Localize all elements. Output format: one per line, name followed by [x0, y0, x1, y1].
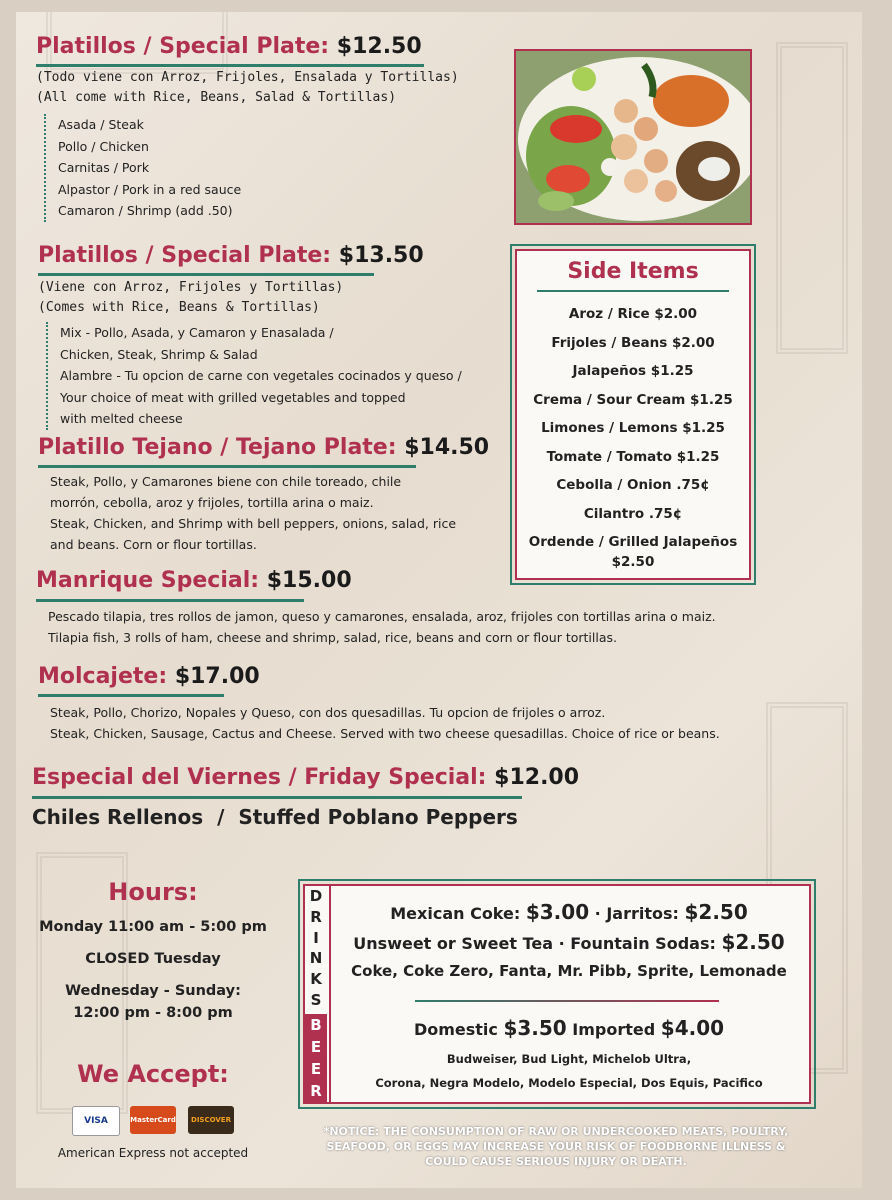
divider — [38, 465, 416, 468]
friday-title: Especial del Viernes / Friday Special: $12.00 — [32, 765, 580, 790]
hours-line: Wednesday - Sunday: — [65, 983, 241, 999]
hours-title: Hours: — [108, 878, 198, 906]
tejano-title: Platillo Tejano / Tejano Plate: $14.50 — [38, 435, 490, 460]
hours-section — [28, 878, 278, 1024]
plate2-title: Platillos / Special Plate: $13.50 — [38, 243, 424, 268]
side-item: Limones / Lemons $1.25 — [541, 420, 725, 436]
food-photo — [514, 49, 752, 225]
plate1-title: Platillos / Special Plate: $12.50 — [36, 34, 422, 59]
plate1-note-es: (Todo viene con Arroz, Frijoles, Ensalada y Tortillas) — [36, 70, 459, 85]
side-items-title: Side Items — [567, 259, 699, 284]
drinks-box — [303, 884, 811, 1104]
divider — [36, 599, 304, 602]
tejano-price: $14.50 — [404, 435, 490, 460]
plate2-note-en: (Comes with Rice, Beans & Tortillas) — [38, 300, 320, 315]
friday-price: $12.00 — [494, 765, 580, 790]
hours-line: CLOSED Tuesday — [85, 951, 221, 967]
list-item: Chicken, Steak, Shrimp & Salad — [60, 346, 258, 362]
list-item: Carnitas / Pork — [58, 160, 150, 175]
plate2-price: $13.50 — [338, 243, 424, 268]
list-item: Your choice of meat with grilled vegetables and topped — [60, 389, 406, 405]
side-item: Cebolla / Onion .75¢ — [556, 477, 710, 493]
side-item: Frijoles / Beans $2.00 — [551, 334, 715, 351]
menu-page — [16, 12, 862, 1188]
drinks-line-3: Coke, Coke Zero, Fanta, Mr. Pibb, Sprite, Lemonade — [351, 962, 787, 980]
divider — [537, 290, 729, 292]
drinks-line-1: Mexican Coke: $3.00 · Jarritos: $2.50 — [390, 900, 748, 924]
side-items-box — [515, 249, 751, 580]
manrique-price: $15.00 — [266, 568, 352, 593]
manrique-description: Pescado tilapia, tres rollos de jamon, queso y camarones, ensalada, aroz, frijoles con tortillas arina o maiz. Tilapia fish, 3 rolls of ham, cheese and shrimp, salad, rice, beans and corn or flour tortillas. — [48, 609, 716, 645]
plate1-list — [44, 114, 241, 222]
side-item: Ordende / Grilled Jalapeños — [528, 534, 738, 550]
molcajete-price: $17.00 — [174, 664, 260, 689]
beer-list-1: Budweiser, Bud Light, Michelob Ultra, — [446, 1052, 692, 1066]
hours-line: Monday 11:00 am - 5:00 pm — [39, 919, 267, 935]
hours-line: 12:00 pm - 8:00 pm — [73, 1005, 233, 1021]
list-item: Alpastor / Pork in a red sauce — [58, 181, 242, 197]
food-plate-image — [516, 51, 750, 223]
plate1-note-en: (All come with Rice, Beans, Salad & Tortillas) — [36, 90, 397, 105]
manrique-title: Manrique Special: $15.00 — [36, 568, 352, 593]
divider — [415, 1000, 719, 1002]
molcajete-title: Molcajete: $17.00 — [38, 664, 260, 689]
side-item: Cilantro .75¢ — [583, 505, 683, 522]
molcajete-description: Steak, Pollo, Chorizo, Nopales y Queso, con dos quesadillas. Tu opcion de frijoles o arroz. Steak, Chicken, Sausage, Cactus and Cheese. Served with two cheese quesadillas. Choice of rice or beans. — [50, 705, 720, 741]
divider — [36, 64, 424, 67]
decor-pattern — [776, 42, 848, 354]
beer-label: B E E R — [305, 1014, 327, 1102]
beer-prices: Domestic $3.50 Imported $4.00 — [413, 1016, 725, 1040]
plate2-list — [46, 322, 462, 430]
side-item-price: $2.50 — [611, 554, 655, 570]
list-item: Camaron / Shrimp (add .50) — [58, 203, 233, 218]
divider — [38, 273, 374, 276]
payment-title: We Accept: — [77, 1060, 229, 1088]
list-item: Asada / Steak — [58, 117, 144, 132]
visa-card-icon: VISA — [72, 1106, 120, 1136]
list-item: Alambre - Tu opcion de carne con vegetales cocinados y queso / — [60, 368, 462, 383]
friday-item: Chiles Rellenos / Stuffed Poblano Peppers — [32, 805, 518, 829]
plate2-note-es: (Viene con Arroz, Frijoles y Tortillas) — [38, 280, 344, 295]
health-notice: *NOTICE: THE CONSUMPTION OF RAW OR UNDERCOOKED MEATS, POULTRY, SEAFOOD, OR EGGS MAY INCREASE YOUR RISK OF FOODBORNE ILLNESS & COULD CAUSE SERIOUS INJURY OR DEATH. — [323, 1125, 789, 1168]
divider — [32, 796, 522, 799]
mastercard-icon: MasterCard — [130, 1106, 176, 1134]
side-item: Crema / Sour Cream $1.25 — [533, 391, 733, 408]
divider — [329, 886, 331, 1102]
side-item: Jalapeños $1.25 — [572, 363, 694, 379]
side-item: Tomate / Tomato $1.25 — [546, 448, 720, 465]
discover-card-icon: DISCOVER — [188, 1106, 234, 1134]
list-item: Pollo / Chicken — [58, 138, 149, 154]
tejano-description: Steak, Pollo, y Camarones biene con chile toreado, chile morrón, cebolla, aroz y frijoles, tortilla arina o maiz. Steak, Chicken, and Shrimp with bell peppers, onions, salad, rice and beans. Corn or flour tortillas. — [50, 474, 457, 552]
payment-note: American Express not accepted — [57, 1146, 249, 1160]
beer-list-2: Corona, Negra Modelo, Modelo Especial, Dos Equis, Pacifico — [375, 1076, 763, 1090]
drinks-label: D R I N K S — [309, 887, 323, 1009]
list-item: with melted cheese — [60, 411, 183, 426]
side-item: Aroz / Rice $2.00 — [568, 306, 698, 322]
drinks-line-2: Unsweet or Sweet Tea · Fountain Sodas: $2.50 — [353, 930, 785, 954]
plate1-price: $12.50 — [336, 34, 422, 59]
divider — [38, 694, 224, 697]
list-item: Mix - Pollo, Asada, y Camaron y Enasalada / — [60, 325, 334, 340]
